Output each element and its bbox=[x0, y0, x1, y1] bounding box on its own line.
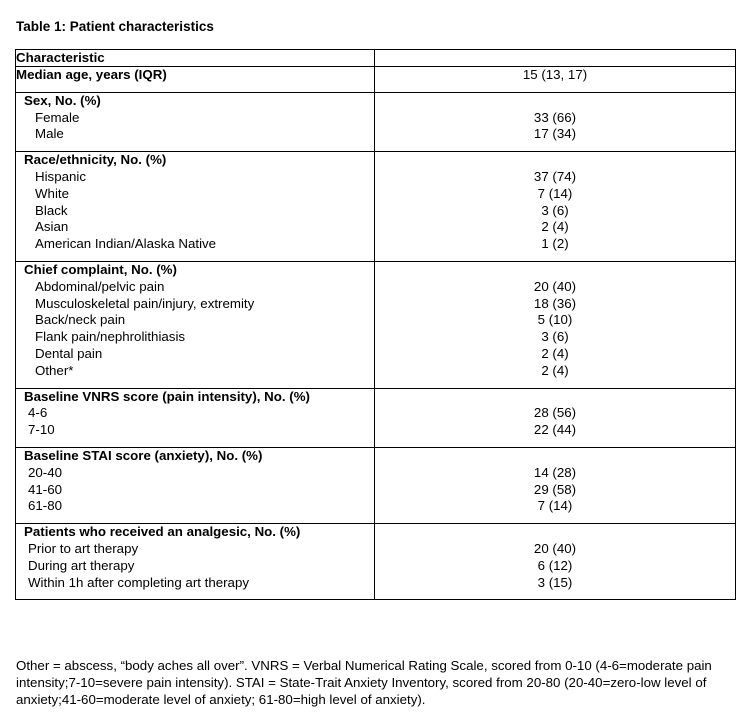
item-value: 5 (10) bbox=[537, 312, 573, 328]
item-label: 41-60 bbox=[28, 481, 63, 497]
section-row bbox=[16, 388, 736, 447]
item-value: 18 (36) bbox=[533, 295, 577, 311]
section-labels bbox=[16, 388, 375, 447]
section-row bbox=[16, 447, 736, 523]
item-value: 3 (15) bbox=[537, 574, 573, 590]
section-row bbox=[16, 92, 736, 151]
item-label: 7-10 bbox=[28, 422, 55, 438]
patient-characteristics-table bbox=[15, 49, 736, 600]
age-label: Median age, years (IQR) bbox=[16, 67, 375, 93]
table-header-row bbox=[16, 50, 736, 67]
item-label: 61-80 bbox=[28, 498, 63, 514]
item-label: American Indian/Alaska Native bbox=[35, 236, 217, 252]
table-title: Table 1: Patient characteristics bbox=[16, 19, 214, 34]
section-heading: Chief complaint, No. (%) bbox=[24, 261, 177, 277]
item-label: Musculoskeletal pain/injury, extremity bbox=[35, 295, 255, 311]
item-label: Dental pain bbox=[35, 345, 103, 361]
item-label: Within 1h after completing art therapy bbox=[28, 574, 249, 590]
item-value: 17 (34) bbox=[533, 126, 577, 142]
item-value: 20 (40) bbox=[533, 540, 577, 556]
section-values bbox=[375, 388, 736, 447]
section-values bbox=[375, 92, 736, 151]
item-label: Back/neck pain bbox=[35, 312, 126, 328]
header-characteristic: Characteristic bbox=[16, 50, 375, 67]
section-labels bbox=[16, 447, 375, 523]
item-value: 7 (14) bbox=[537, 498, 573, 514]
item-label: 20-40 bbox=[28, 464, 63, 480]
section-heading: Race/ethnicity, No. (%) bbox=[24, 152, 167, 168]
item-label: During art therapy bbox=[28, 557, 135, 573]
item-label: Flank pain/nephrolithiasis bbox=[35, 329, 186, 345]
section-labels bbox=[16, 261, 375, 388]
section-labels bbox=[16, 152, 375, 262]
section-row bbox=[16, 261, 736, 388]
item-label: Other* bbox=[35, 362, 74, 378]
item-label: Male bbox=[35, 126, 64, 142]
item-value: 3 (6) bbox=[541, 329, 569, 345]
item-label: Prior to art therapy bbox=[28, 540, 139, 556]
item-value: 3 (6) bbox=[541, 202, 569, 218]
item-value: 2 (4) bbox=[541, 345, 569, 361]
item-value: 2 (4) bbox=[541, 219, 569, 235]
item-value: 33 (66) bbox=[533, 109, 577, 125]
section-labels bbox=[16, 524, 375, 600]
item-value: 22 (44) bbox=[533, 422, 577, 438]
section-values bbox=[375, 447, 736, 523]
item-value: 14 (28) bbox=[533, 464, 577, 480]
item-label: 4-6 bbox=[28, 405, 48, 421]
item-label: Asian bbox=[35, 219, 69, 235]
section-heading: Patients who received an analgesic, No. (%) bbox=[24, 524, 301, 540]
section-values bbox=[375, 261, 736, 388]
item-value: 7 (14) bbox=[537, 185, 573, 201]
item-value: 29 (58) bbox=[533, 481, 577, 497]
age-row bbox=[16, 67, 736, 93]
item-value: 2 (4) bbox=[541, 362, 569, 378]
section-heading: Baseline VNRS score (pain intensity), No. (%) bbox=[24, 388, 310, 404]
header-value-empty bbox=[375, 50, 736, 67]
age-value: 15 (13, 17) bbox=[375, 67, 736, 93]
item-label: Female bbox=[35, 109, 80, 125]
section-heading: Sex, No. (%) bbox=[24, 92, 101, 108]
item-label: Hispanic bbox=[35, 168, 86, 184]
item-value: 28 (56) bbox=[533, 405, 577, 421]
item-label: Abdominal/pelvic pain bbox=[35, 278, 165, 294]
section-values bbox=[375, 152, 736, 262]
section-heading: Baseline STAI score (anxiety), No. (%) bbox=[24, 447, 263, 463]
item-value: 6 (12) bbox=[537, 557, 573, 573]
section-values bbox=[375, 524, 736, 600]
item-value: 1 (2) bbox=[541, 236, 569, 252]
item-value: 37 (74) bbox=[533, 168, 577, 184]
section-row bbox=[16, 152, 736, 262]
section-labels bbox=[16, 92, 375, 151]
table-footnote: Other = abscess, “body aches all over”. VNRS = Verbal Numerical Rating Scale, scored from 0-10 (4-6=moderate pain intensity;7-10=severe pain intensity). STAI = State-Trait Anxiety Inventory, scored from 20-80 (20-40=zero-low level of anxiety;41-60=moderate level of anxiety; 61-80=high level of anxiety). bbox=[16, 658, 712, 707]
item-label: White bbox=[35, 185, 69, 201]
item-value: 20 (40) bbox=[533, 278, 577, 294]
item-label: Black bbox=[35, 202, 68, 218]
section-row bbox=[16, 524, 736, 600]
